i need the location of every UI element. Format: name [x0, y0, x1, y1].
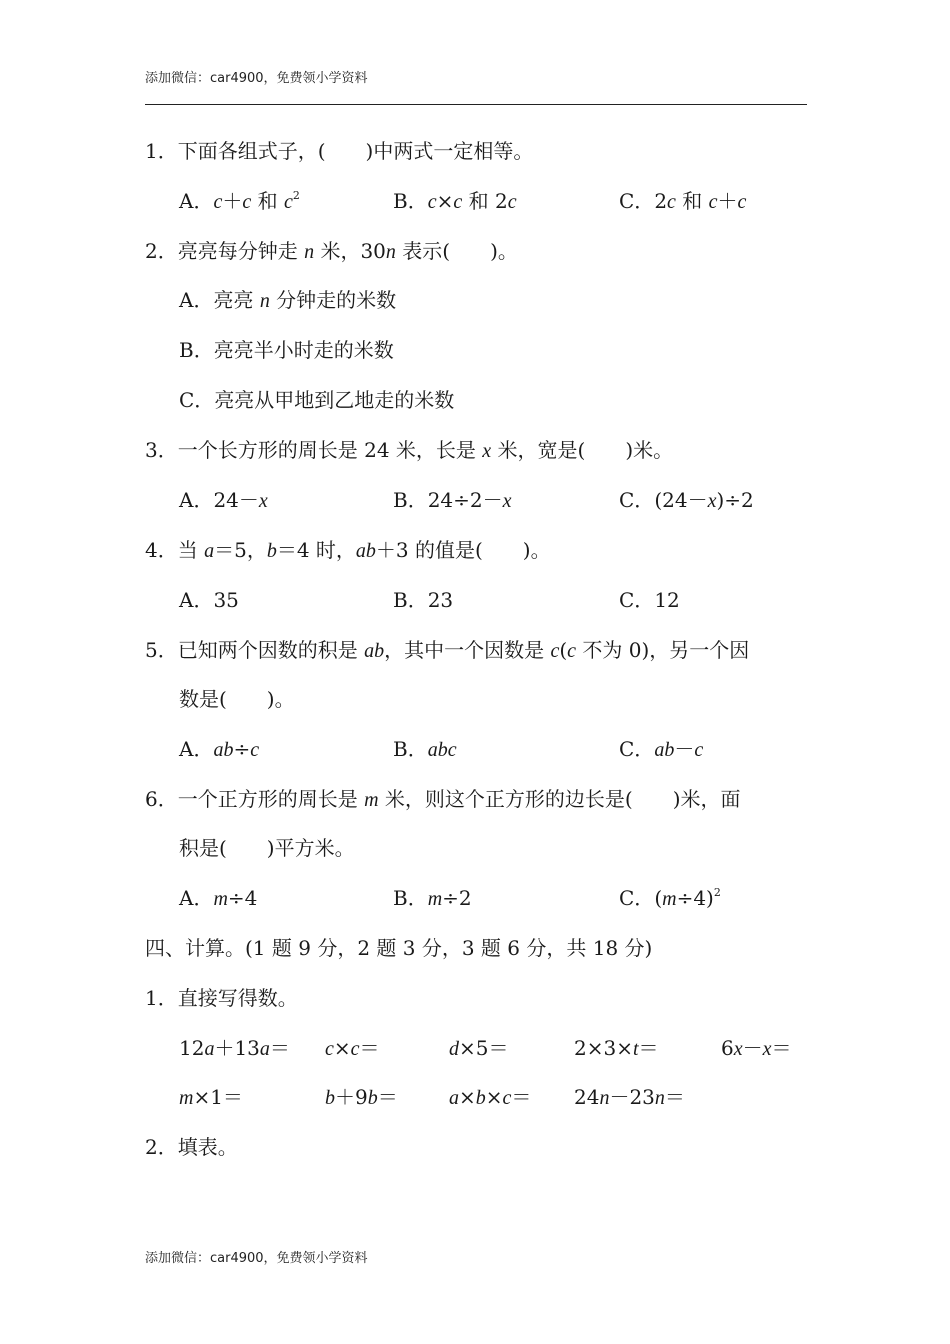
calc-1-expr: 2×3×t＝	[574, 1036, 659, 1060]
q6-stem: 6．一个正方形的周长是 m 米，则这个正方形的边长是( )米，面	[145, 787, 741, 811]
q4-option-b: B．23	[393, 588, 454, 612]
q3-option-c: C．(24－x)÷2	[619, 488, 754, 512]
q6-stem-continued: 积是( )平方米。	[179, 836, 355, 860]
q2-stem: 2．亮亮每分钟走 n 米，30n 表示( )。	[145, 239, 518, 263]
q5-option-b: B．abc	[393, 737, 457, 761]
calc-1-expr: a×b×c＝	[449, 1085, 532, 1109]
section-4-title: 四、计算。(1 题 9 分，2 题 3 分，3 题 6 分，共 18 分)	[145, 936, 653, 960]
q1-stem: 1．下面各组式子，( )中两式一定相等。	[145, 139, 534, 163]
q2-option-b: B．亮亮半小时走的米数	[179, 338, 394, 362]
q2-option-a: A．亮亮 n 分钟走的米数	[179, 288, 397, 312]
header-text: 添加微信：car4900，免费领小学资料	[145, 71, 368, 86]
q5-stem: 5．已知两个因数的积是 ab，其中一个因数是 c(c 不为 0)，另一个因	[145, 638, 750, 662]
calc-1-expr: m×1＝	[179, 1085, 243, 1109]
footer-text: 添加微信：car4900，免费领小学资料	[145, 1251, 368, 1266]
q1-option-a: A．c＋c 和 $c^2$	[179, 189, 300, 213]
calc-1-expr: d×5＝	[449, 1036, 509, 1060]
q5-option-a: A．ab÷c	[179, 737, 260, 761]
q2-option-c: C．亮亮从甲地到乙地走的米数	[179, 388, 455, 412]
calc-1-expr: c×c＝	[325, 1036, 380, 1060]
calc-1-title: 1．直接写得数。	[145, 986, 298, 1010]
calc-1-expr: 6x－x＝	[721, 1036, 792, 1060]
q4-option-a: A．35	[179, 588, 239, 612]
calc-1-expr: b＋9b＝	[325, 1085, 398, 1109]
q1-option-c: C．2c 和 c＋c	[619, 189, 747, 213]
q3-option-a: A．24－x	[179, 488, 268, 512]
q3-option-b: B．24÷2－x	[393, 488, 512, 512]
calc-1-expr: 24n－23n＝	[574, 1085, 685, 1109]
q5-option-c: C．ab－c	[619, 737, 704, 761]
q1-option-b: B．c×c 和 2c	[393, 189, 517, 213]
header-rule	[145, 104, 807, 105]
calc-1-expr: 12a＋13a＝	[179, 1036, 290, 1060]
q4-stem: 4．当 a＝5，b＝4 时，ab＋3 的值是( )。	[145, 538, 551, 562]
q6-option-c: C．$(m\div 4)^2$	[619, 886, 721, 910]
q4-option-c: C．12	[619, 588, 680, 612]
q6-option-a: A．m÷4	[179, 886, 258, 910]
q3-stem: 3．一个长方形的周长是 24 米，长是 x 米，宽是( )米。	[145, 438, 674, 462]
q6-option-b: B．m÷2	[393, 886, 472, 910]
q5-stem-continued: 数是( )。	[179, 687, 295, 711]
calc-2-title: 2．填表。	[145, 1135, 238, 1159]
